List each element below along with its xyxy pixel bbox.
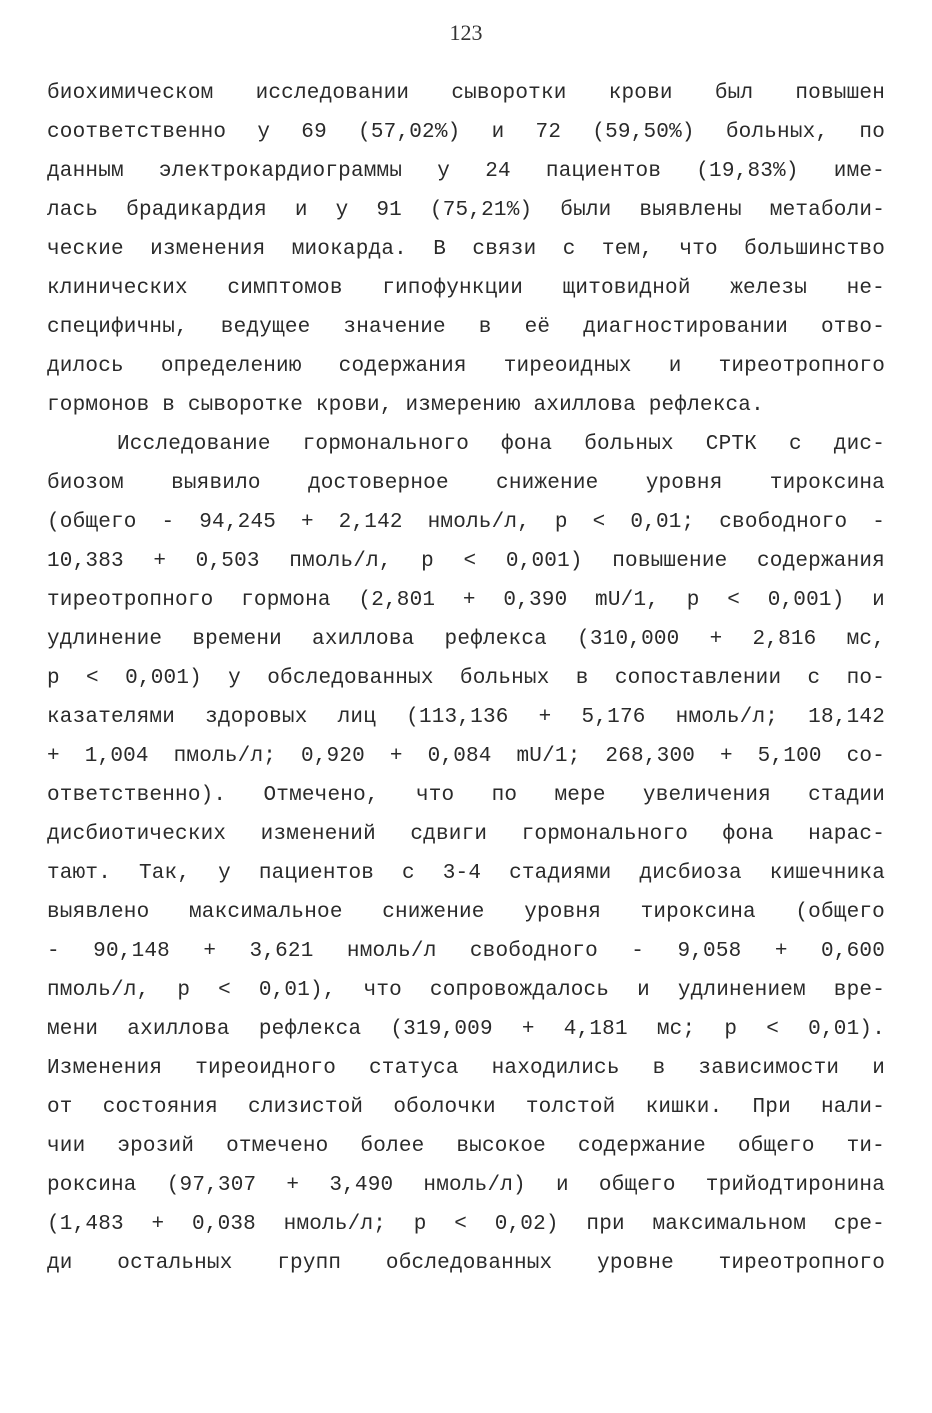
text-line: Изменения тиреоидного статуса находились в зависимости и [47,1057,885,1080]
text-line: клинических симптомов гипофункции щитовидной железы не- [47,277,885,300]
text-line: тиреотропного гормона (2,801 + 0,390 mU/1, р < 0,001) и [47,589,885,612]
text-line: чии эрозий отмечено более высокое содержание общего ти- [47,1135,885,1158]
text-line: 10,383 + 0,503 пмоль/л, р < 0,001) повышение содержания [47,550,885,573]
text-line: биохимическом исследовании сыворотки крови был повышен [47,82,885,105]
text-line: лась брадикардия и у 91 (75,21%) были выявлены метаболи- [47,199,885,222]
text-line: от состояния слизистой оболочки толстой кишки. При нали- [47,1096,885,1119]
text-line: (1,483 + 0,038 нмоль/л; р < 0,02) при максимальном сре- [47,1213,885,1236]
text-line: выявлено максимальное снижение уровня тироксина (общего [47,901,885,924]
text-line: гормонов в сыворотке крови, измерению ахиллова рефлекса. [47,394,764,417]
text-line: дисбиотических изменений сдвиги гормонального фона нарас- [47,823,885,846]
text-line: ди остальных групп обследованных уровне тиреотропного [47,1252,885,1275]
text-line: пмоль/л, р < 0,01), что сопровождалось и удлинением вре- [47,979,885,1002]
text-line: дилось определению содержания тиреоидных и тиреотропного [47,355,885,378]
text-line: соответственно у 69 (57,02%) и 72 (59,50%) больных, по [47,121,885,144]
text-line: тают. Так, у пациентов с 3-4 стадиями дисбиоза кишечника [47,862,885,885]
text-line: - 90,148 + 3,621 нмоль/л свободного - 9,058 + 0,600 [47,940,885,963]
text-line: специфичны, ведущее значение в её диагностировании отво- [47,316,885,339]
text-line: мени ахиллова рефлекса (319,009 + 4,181 мс; р < 0,01). [47,1018,885,1041]
text-line: данным электрокардиограммы у 24 пациентов (19,83%) име- [47,160,885,183]
text-line: ответственно). Отмечено, что по мере увеличения стадии [47,784,885,807]
text-line: роксина (97,307 + 3,490 нмоль/л) и общего трийодтиронина [47,1174,885,1197]
body-text [47,74,885,1283]
text-line: удлинение времени ахиллова рефлекса (310,000 + 2,816 мс, [47,628,885,651]
text-line: биозом выявило достоверное снижение уровня тироксина [47,472,885,495]
text-line: казателями здоровых лиц (113,136 + 5,176 нмоль/л; 18,142 [47,706,885,729]
text-line: р < 0,001) у обследованных больных в сопоставлении с по- [47,667,885,690]
text-line: (общего - 94,245 + 2,142 нмоль/л, р < 0,01; свободного - [47,511,885,534]
text-line: ческие изменения миокарда. В связи с тем, что большинство [47,238,885,261]
page-number: 123 [449,20,483,45]
text-line: Исследование гормонального фона больных СРТК с дис- [117,433,885,456]
text-line: + 1,004 пмоль/л; 0,920 + 0,084 mU/1; 268,300 + 5,100 со- [47,745,885,768]
